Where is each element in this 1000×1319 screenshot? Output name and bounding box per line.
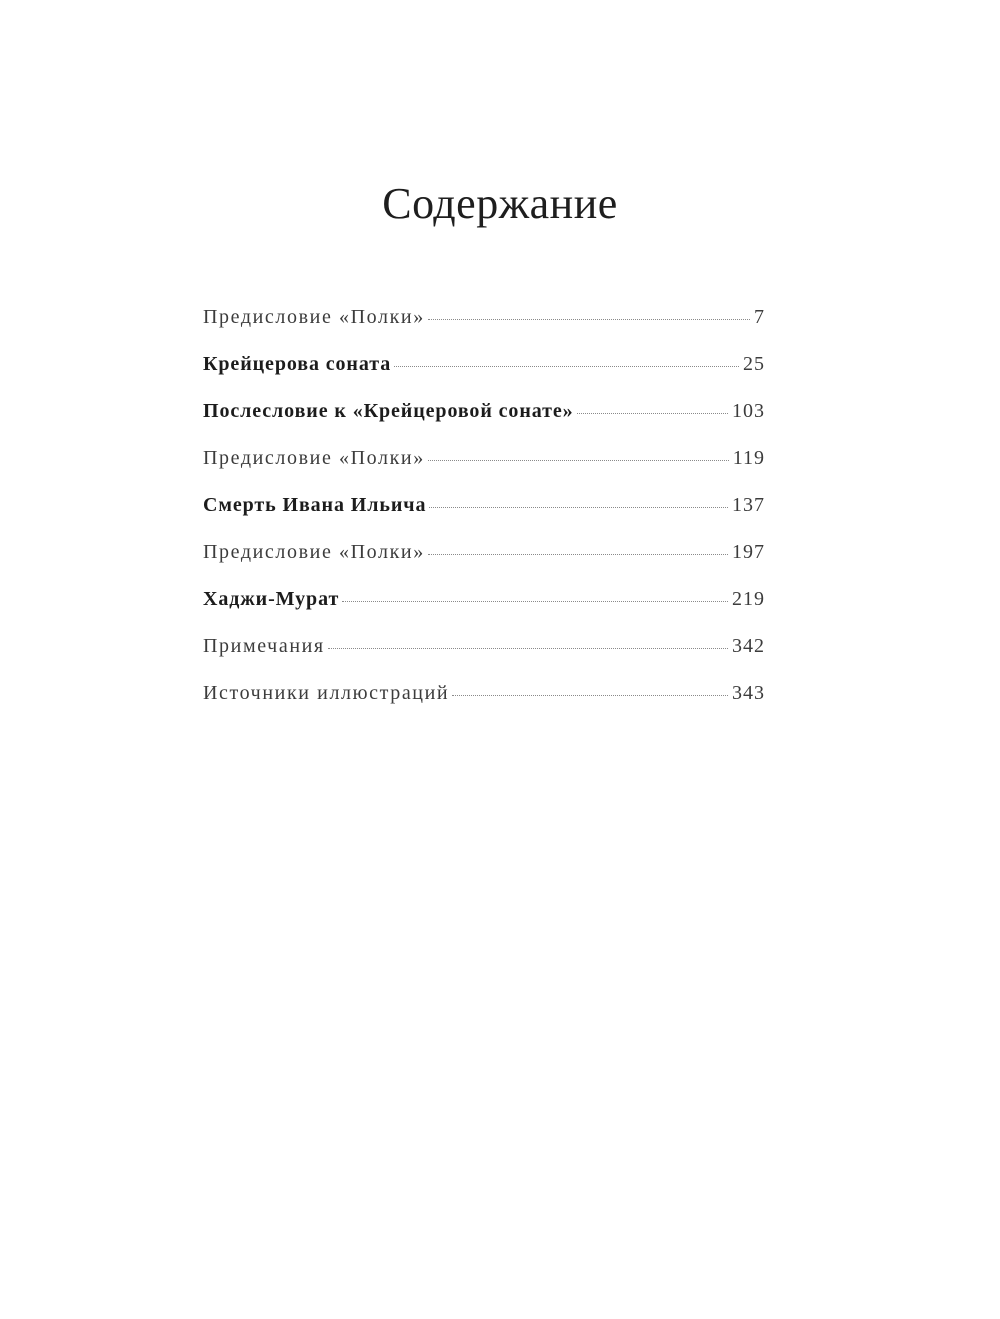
toc-entry[interactable] — [203, 588, 765, 635]
toc-entry-title: Смерть Ивана Ильича — [203, 494, 427, 516]
dot-leader — [452, 695, 728, 696]
table-of-contents — [203, 306, 765, 729]
page-title: Содержание — [382, 179, 618, 228]
toc-entry[interactable] — [203, 494, 765, 541]
dot-leader — [394, 366, 739, 367]
toc-entry[interactable] — [203, 635, 765, 682]
toc-entry-page: 197 — [732, 541, 765, 563]
toc-entry[interactable] — [203, 306, 765, 353]
toc-entry-page: 342 — [732, 635, 765, 657]
toc-entry-page: 7 — [754, 306, 765, 328]
toc-entry-title: Предисловие «Полки» — [203, 447, 425, 469]
toc-entry-page: 219 — [732, 588, 765, 610]
dot-leader — [577, 413, 728, 414]
dot-leader — [429, 507, 728, 508]
toc-entry-title: Крейцерова соната — [203, 353, 392, 375]
toc-entry-title: Хаджи-Мурат — [203, 588, 340, 610]
toc-entry-page: 137 — [732, 494, 765, 516]
dot-leader — [328, 648, 728, 649]
dot-leader — [342, 601, 728, 602]
toc-entry-page: 25 — [743, 353, 765, 375]
toc-entry-title: Послесловие к «Крейцеровой сонате» — [203, 400, 574, 422]
toc-entry-page: 343 — [732, 682, 765, 704]
dot-leader — [428, 554, 728, 555]
toc-entry-title: Предисловие «Полки» — [203, 306, 425, 328]
toc-entry[interactable] — [203, 353, 765, 400]
toc-entry-title: Источники иллюстраций — [203, 682, 450, 704]
toc-entry[interactable] — [203, 541, 765, 588]
toc-entry-page: 103 — [732, 400, 765, 422]
dot-leader — [428, 460, 729, 461]
toc-entry-title: Предисловие «Полки» — [203, 541, 425, 563]
dot-leader — [428, 319, 750, 320]
toc-entry-title: Примечания — [203, 635, 325, 657]
toc-entry-page: 119 — [732, 447, 765, 469]
toc-entry[interactable] — [203, 682, 765, 729]
toc-entry[interactable] — [203, 400, 765, 447]
toc-entry[interactable] — [203, 447, 765, 494]
